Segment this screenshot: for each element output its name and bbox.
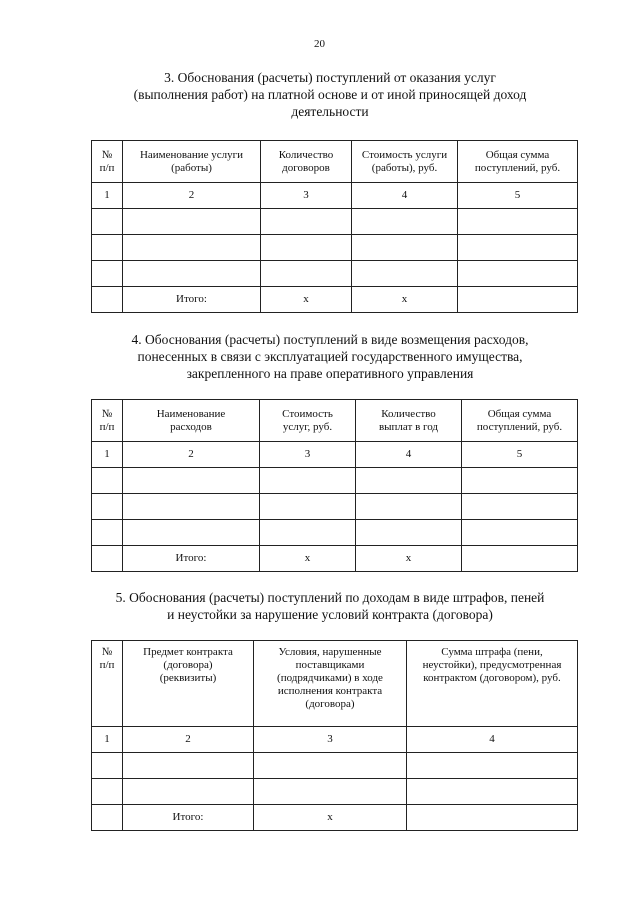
column-number-row: 1 2 3 4 (92, 727, 578, 753)
table-section-3 (91, 140, 578, 313)
total-row: Итого: х х (92, 287, 578, 313)
page-number: 20 (314, 38, 325, 50)
table-section-5 (91, 640, 578, 831)
header-cell-penalty-sum: Сумма штрафа (пени, неустойки), предусмотренная контрактом (договором), руб. (407, 641, 578, 727)
header-row (92, 400, 578, 442)
table-row (92, 779, 578, 805)
header-cell-service-cost: Стоимость услуги (работы), руб. (352, 141, 458, 183)
header-cell-total-sum: Общая сумма поступлений, руб. (458, 141, 578, 183)
header-row (92, 641, 578, 727)
table-row (92, 494, 578, 520)
header-cell-num: № п/п (92, 641, 123, 727)
header-cell-contract-count: Количество договоров (261, 141, 352, 183)
total-row: Итого: х х (92, 546, 578, 572)
header-cell-num: № п/п (92, 141, 123, 183)
header-cell-violated-conditions: Условия, нарушенные поставщиками (подрядчиками) в ходе исполнения контракта (договора) (254, 641, 407, 727)
table-row (92, 753, 578, 779)
table-row (92, 209, 578, 235)
section-5-title: 5. Обоснования (расчеты) поступлений по доходам в виде штрафов, пеней и неустойки за нарушение условий контракта (договора) (115, 590, 545, 622)
section-3-title: 3. Обоснования (расчеты) поступлений от оказания услуг (выполнения работ) на платной основе и от иной приносящей доход деятельности (133, 70, 527, 119)
total-row: Итого: х (92, 805, 578, 831)
header-cell-expense-name: Наименование расходов (123, 400, 260, 442)
header-cell-total-sum: Общая сумма поступлений, руб. (462, 400, 578, 442)
total-label: Итого: (123, 805, 254, 831)
table-row (92, 235, 578, 261)
total-label: Итого: (123, 287, 261, 313)
header-cell-service-name: Наименование услуги (работы) (123, 141, 261, 183)
table-row (92, 468, 578, 494)
total-label: Итого: (123, 546, 260, 572)
header-cell-contract-subject: Предмет контракта (договора) (реквизиты) (123, 641, 254, 727)
header-cell-service-cost: Стоимость услуг, руб. (260, 400, 356, 442)
header-row (92, 141, 578, 183)
column-number-row: 1 2 3 4 5 (92, 183, 578, 209)
column-number-row: 1 2 3 4 5 (92, 442, 578, 468)
header-cell-payments-per-year: Количество выплат в год (356, 400, 462, 442)
table-row (92, 520, 578, 546)
table-row (92, 261, 578, 287)
header-cell-num: № п/п (92, 400, 123, 442)
table-section-4 (91, 399, 578, 572)
section-4-title: 4. Обоснования (расчеты) поступлений в виде возмещения расходов, понесенных в связи с эксплуатацией государственного имущества, закрепленного на праве оперативного управления (131, 332, 529, 381)
